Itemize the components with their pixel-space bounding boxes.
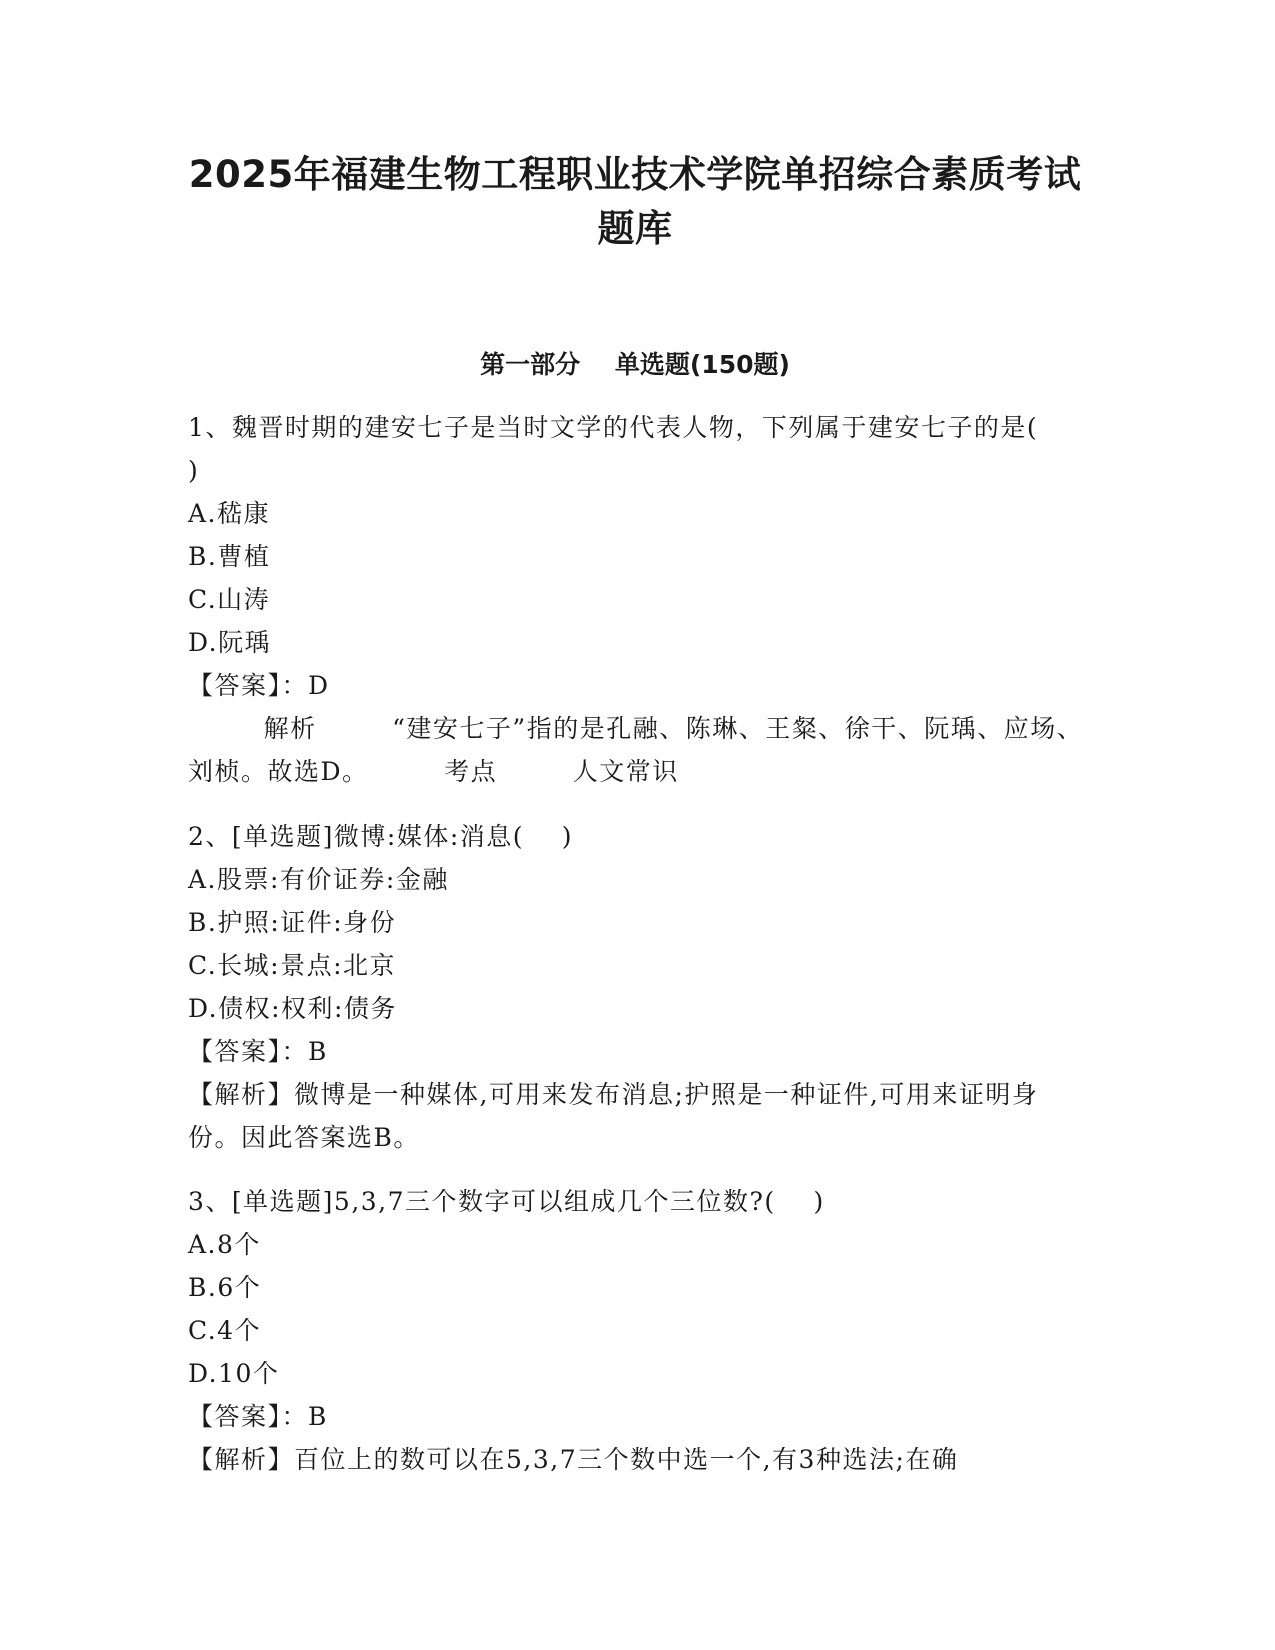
question-1 (188, 406, 1114, 793)
option-a: A.嵇康 (188, 499, 271, 528)
question-stem: 3、[单选题]5,3,7三个数字可以组成几个三位数?( ) (188, 1187, 825, 1216)
option-d: D.10个 (188, 1359, 280, 1388)
explanation: 【解析】百位上的数可以在5,3,7三个数中选一个,有3种选法;在确 (188, 1445, 959, 1474)
answer-label: 【答案】： (188, 671, 309, 700)
option-d: D.阮瑀 (188, 628, 272, 657)
section-heading: 第一部分 单选题(150题) (480, 350, 790, 379)
question-stem: 2、[单选题]微博:媒体:消息( ) (188, 822, 574, 851)
answer-line (188, 1395, 1088, 1438)
option-c: C.长城:景点:北京 (188, 951, 397, 980)
question-stem: 1、魏晋时期的建安七子是当时文学的代表人物，下列属于建安七子的是( ) (188, 413, 1114, 485)
option-b: B.护照:证件:身份 (188, 908, 397, 937)
answer-line (188, 1030, 1088, 1073)
document-title: 2025年福建生物工程职业技术学院单招综合素质考试题库 (188, 153, 1082, 250)
answer-label: 【答案】： (188, 1037, 309, 1066)
question-3 (188, 1180, 1088, 1481)
option-d: D.债权:权利:债务 (188, 994, 397, 1023)
option-c: C.山涛 (188, 585, 271, 614)
option-b: B.曹植 (188, 542, 271, 571)
answer-line (188, 664, 1088, 707)
explanation: 【解析】微博是一种媒体,可用来发布消息;护照是一种证件,可用来证明身份。因此答案选B。 (188, 1080, 1039, 1152)
option-c: C.4个 (188, 1316, 262, 1345)
explanation: 解析 “建安七子”指的是孔融、陈琳、王粲、徐干、阮瑀、应场、刘桢。故选D。 考点 人文常识 (188, 714, 1084, 786)
option-a: A.8个 (188, 1230, 261, 1259)
answer-value: D (308, 671, 330, 700)
answer-value: B (308, 1037, 328, 1066)
option-b: B.6个 (188, 1273, 262, 1302)
question-2 (188, 815, 1088, 1159)
answer-label: 【答案】： (188, 1402, 309, 1431)
option-a: A.股票:有价证券:金融 (188, 865, 449, 894)
answer-value: B (308, 1402, 328, 1431)
